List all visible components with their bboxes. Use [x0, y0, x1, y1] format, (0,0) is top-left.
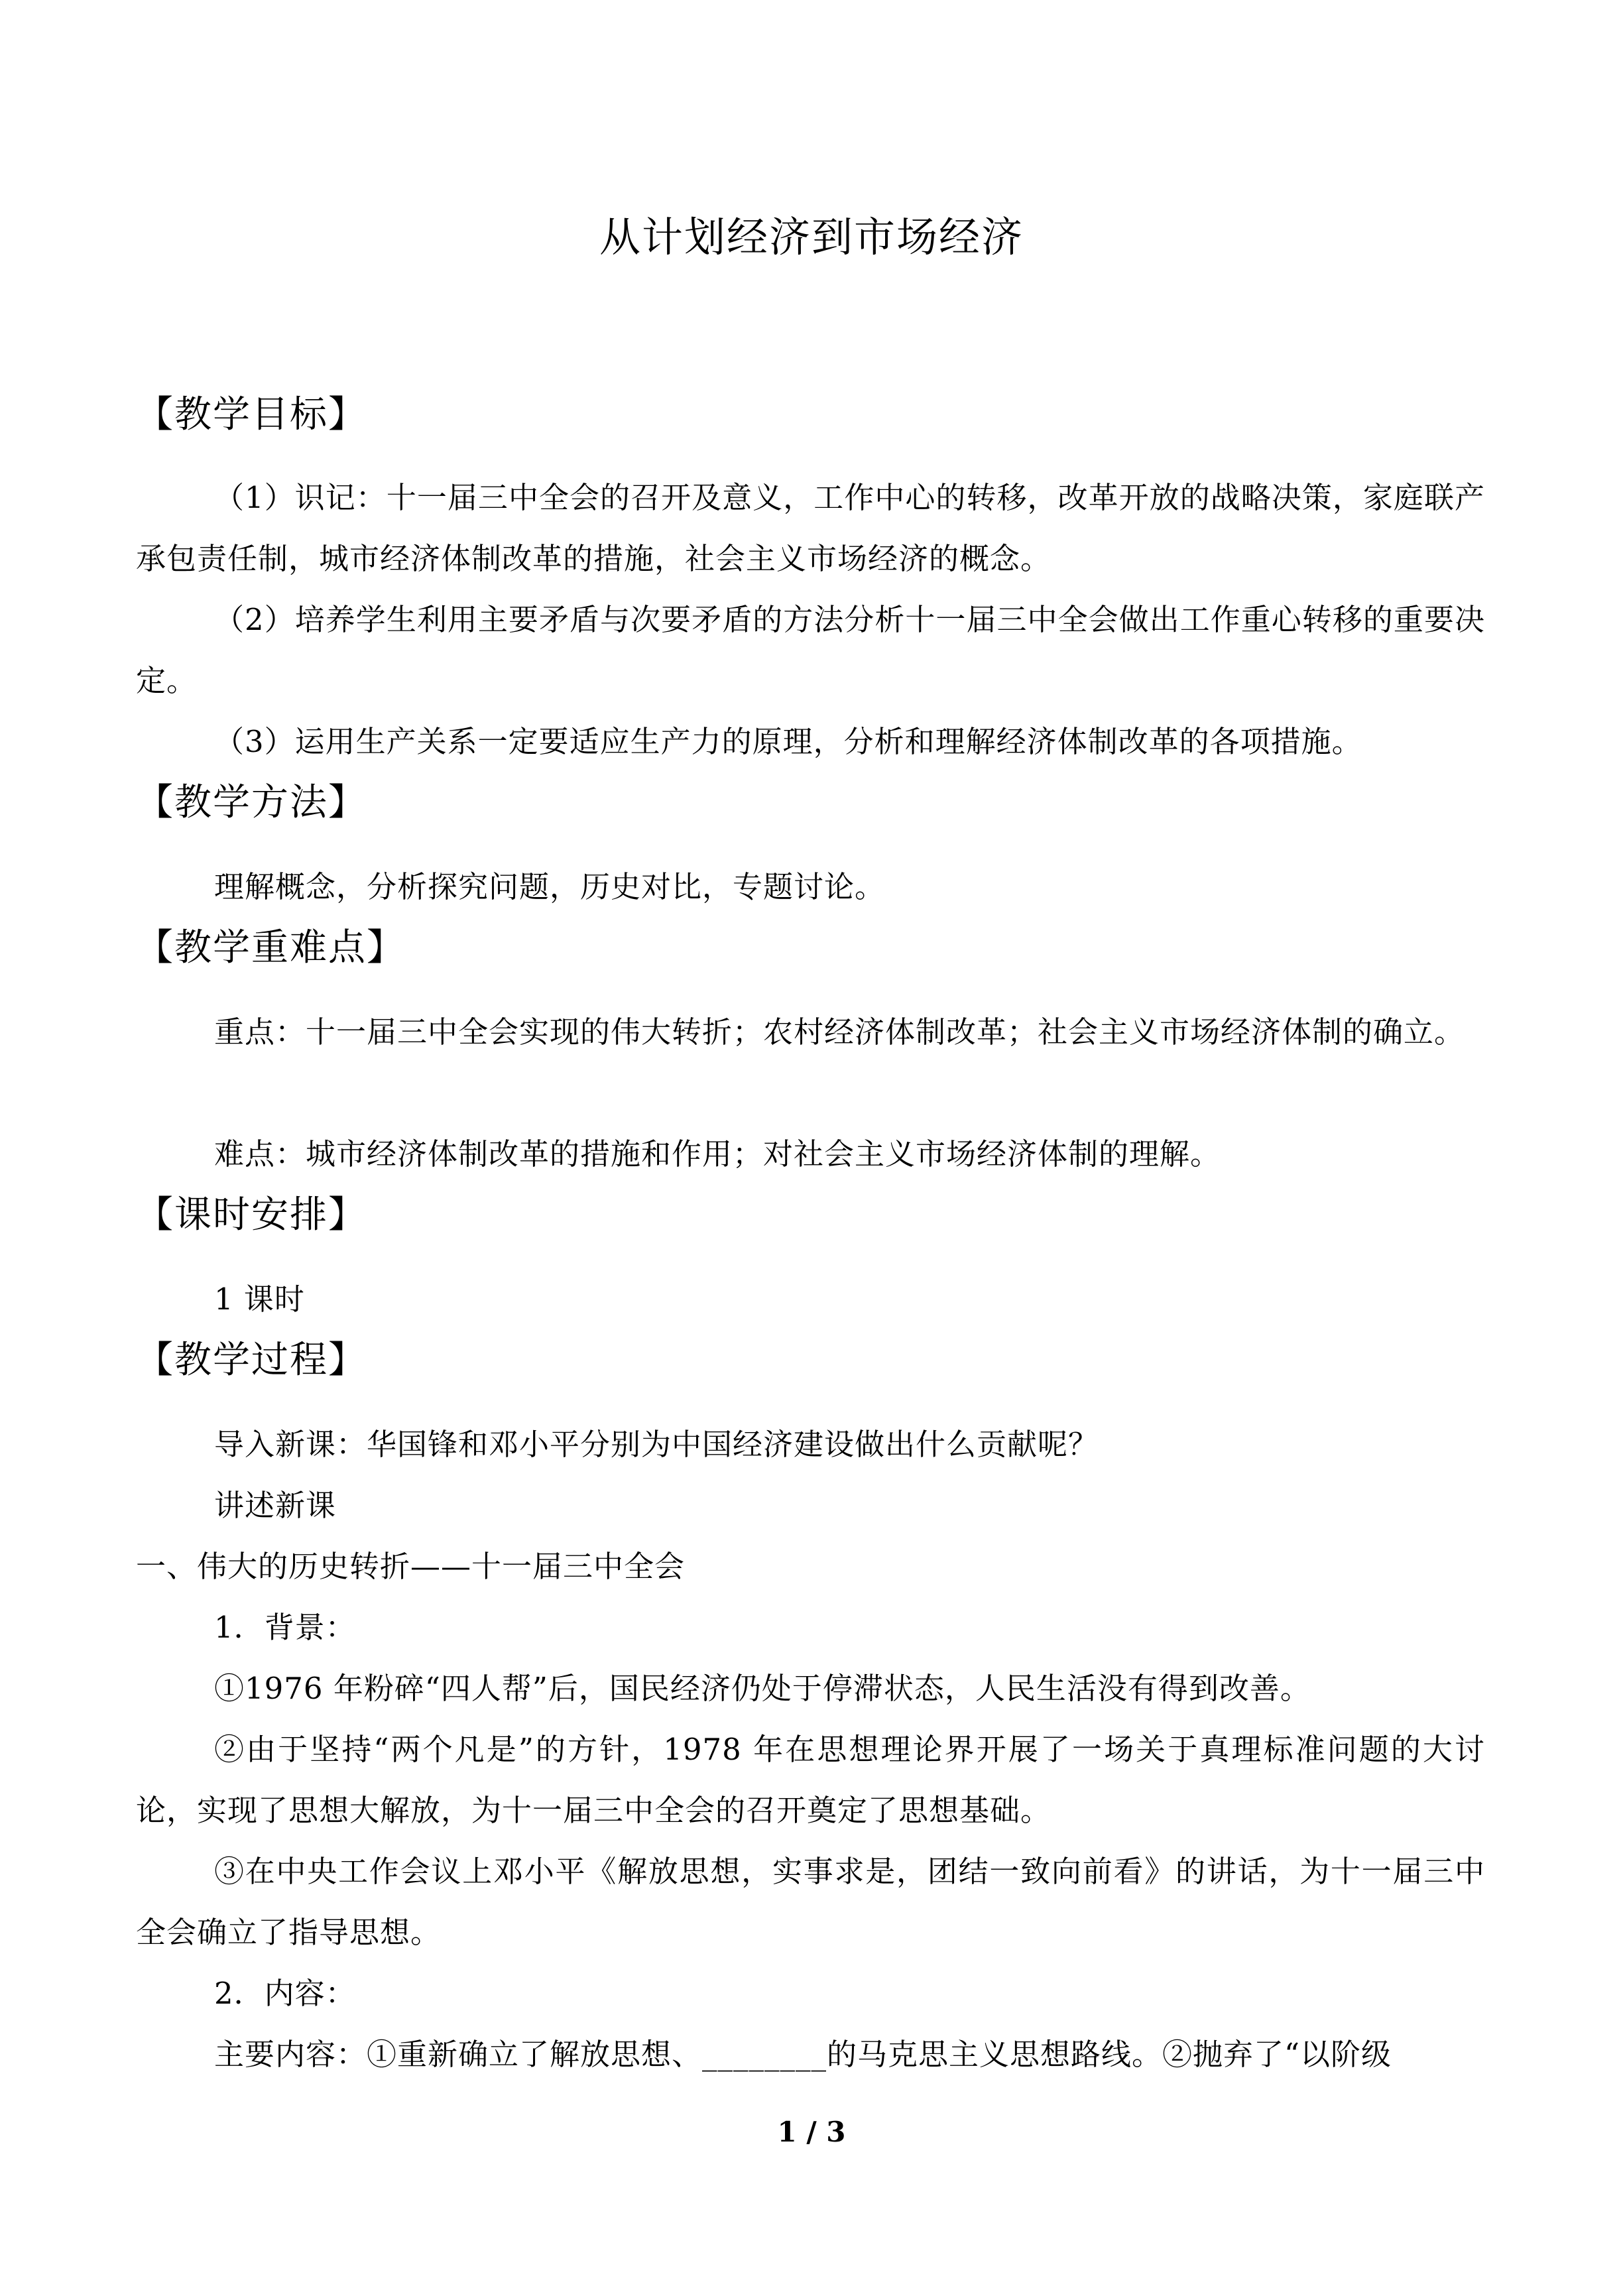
- document-title: 从计划经济到市场经济: [599, 213, 1024, 261]
- heading-process: 【教学过程】: [136, 1339, 367, 1382]
- objective-3: （3）运用生产关系一定要适应生产力的原理，分析和理解经济体制改革的各项措施。: [214, 724, 1362, 759]
- background-label: 1．背景：: [214, 1610, 356, 1645]
- objective-1: （1）识记：十一届三中全会的召开及意义，工作中心的转移，改革开放的战略决策，家庭联产承包责任制，城市经济体制改革的措施，社会主义市场经济的概念。: [136, 480, 1485, 576]
- part1-title: 一、伟大的历史转折——十一届三中全会: [136, 1549, 686, 1584]
- intro-text: 导入新课：华国锋和邓小平分别为中国经济建设做出什么贡献呢？: [214, 1427, 1099, 1462]
- heading-schedule: 【课时安排】: [136, 1193, 367, 1237]
- objective-2: （2）培养学生利用主要矛盾与次要矛盾的方法分析十一届三中全会做出工作重心转移的重要决定。: [136, 602, 1485, 698]
- difficult-point-text: 难点：城市经济体制改革的措施和作用；对社会主义市场经济体制的理解。: [214, 1136, 1221, 1172]
- methods-text: 理解概念，分析探究问题，历史对比，专题讨论。: [214, 869, 886, 904]
- key-point-text: 重点：十一届三中全会实现的伟大转折；农村经济体制改革；社会主义市场经济体制的确立。: [214, 1014, 1465, 1050]
- heading-key-points: 【教学重难点】: [136, 926, 405, 969]
- background-item-1: ①1976 年粉碎“四人帮”后，国民经济仍处于停滞状态，人民生活没有得到改善。: [214, 1671, 1311, 1706]
- content-label: 2．内容：: [214, 1976, 356, 2011]
- lecture-label: 讲述新课: [214, 1488, 337, 1523]
- heading-objectives: 【教学目标】: [136, 393, 367, 436]
- background-item-3: ③在中央工作会议上邓小平《解放思想，实事求是，团结一致向前看》的讲话，为十一届三中全会确立了指导思想。: [136, 1854, 1485, 1950]
- background-item-2: ②由于坚持“两个凡是”的方针，1978 年在思想理论界开展了一场关于真理标准问题的大讨论，实现了思想大解放，为十一届三中全会的召开奠定了思想基础。: [136, 1732, 1485, 1828]
- content-item-1: 主要内容：①重新确立了解放思想、________的马克思主义思想路线。②抛弃了“以阶级: [214, 2037, 1392, 2072]
- heading-methods: 【教学方法】: [136, 781, 367, 824]
- page-number: 1 / 3: [777, 2116, 846, 2148]
- schedule-text: 1 课时: [214, 1282, 305, 1317]
